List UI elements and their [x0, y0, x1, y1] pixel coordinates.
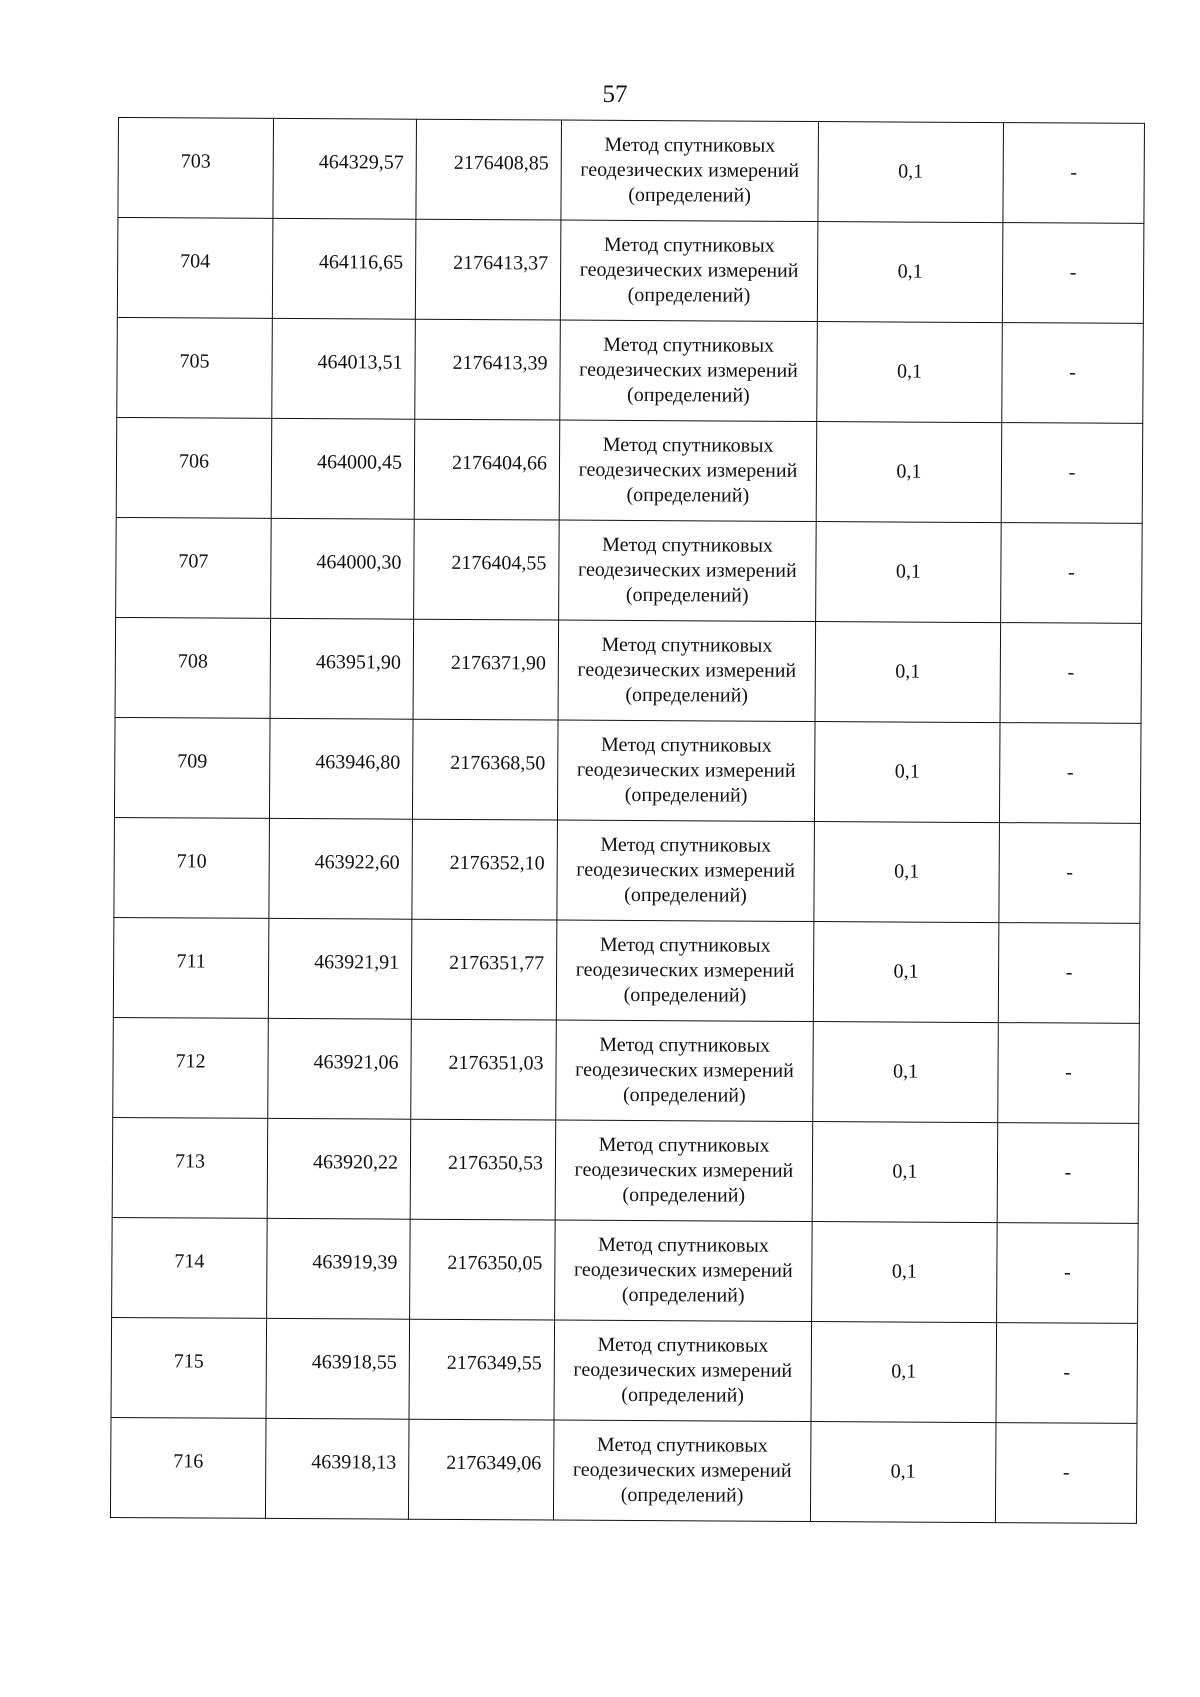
point-number-cell: 712 — [113, 1017, 269, 1118]
point-number-cell: 703 — [118, 118, 274, 219]
x-coordinate-cell: 464116,65 — [272, 218, 416, 319]
table-row — [117, 218, 1144, 324]
y-coordinate-cell: 2176351,03 — [411, 1019, 557, 1120]
table-body — [110, 118, 1144, 1524]
note-cell: - — [996, 1323, 1138, 1424]
coordinates-table — [110, 117, 1145, 1524]
note-cell: - — [1001, 423, 1143, 524]
accuracy-cell: 0,1 — [812, 1122, 998, 1223]
method-cell: Метод спутниковых геодезических измерений (определений) — [557, 720, 815, 821]
accuracy-cell: 0,1 — [816, 522, 1002, 623]
accuracy-cell: 0,1 — [812, 1222, 998, 1323]
page-number: 57 — [602, 81, 628, 108]
point-number-cell: 709 — [114, 717, 270, 818]
point-number-cell: 706 — [116, 417, 272, 518]
point-number-cell: 713 — [112, 1117, 268, 1218]
accuracy-cell: 0,1 — [811, 1322, 997, 1423]
y-coordinate-cell: 2176371,90 — [413, 619, 559, 720]
x-coordinate-cell: 463919,39 — [267, 1218, 411, 1319]
table-row — [110, 1417, 1137, 1523]
y-coordinate-cell: 2176368,50 — [412, 719, 558, 820]
note-cell: - — [1003, 123, 1145, 224]
table-row — [113, 917, 1140, 1023]
method-cell: Метод спутниковых геодезических измерений (определений) — [553, 1420, 811, 1521]
table-row — [111, 1317, 1138, 1423]
method-cell: Метод спутниковых геодезических измерений (определений) — [560, 320, 818, 421]
x-coordinate-cell: 464000,45 — [271, 418, 415, 519]
y-coordinate-cell: 2176350,53 — [410, 1119, 556, 1220]
point-number-cell: 707 — [116, 517, 272, 618]
y-coordinate-cell: 2176351,77 — [411, 919, 557, 1020]
accuracy-cell: 0,1 — [818, 122, 1004, 223]
method-cell: Метод спутниковых геодезических измерений (определений) — [561, 120, 819, 221]
x-coordinate-cell: 463918,13 — [265, 1418, 409, 1519]
method-cell: Метод спутниковых геодезических измерений (определений) — [555, 1220, 813, 1321]
x-coordinate-cell: 463918,55 — [266, 1318, 410, 1419]
method-cell: Метод спутниковых геодезических измерений (определений) — [557, 820, 815, 921]
point-number-cell: 704 — [117, 218, 273, 319]
table-row — [117, 317, 1144, 423]
x-coordinate-cell: 463951,90 — [270, 618, 414, 719]
accuracy-cell: 0,1 — [814, 822, 1000, 923]
x-coordinate-cell: 463922,60 — [269, 818, 413, 919]
method-cell: Метод спутниковых геодезических измерений (определений) — [559, 420, 817, 521]
note-cell: - — [1001, 523, 1143, 624]
note-cell: - — [997, 1223, 1139, 1324]
note-cell: - — [999, 723, 1141, 824]
accuracy-cell: 0,1 — [810, 1422, 996, 1523]
y-coordinate-cell: 2176413,37 — [415, 219, 561, 320]
x-coordinate-cell: 464329,57 — [273, 118, 417, 219]
table-row — [114, 817, 1141, 923]
method-cell: Метод спутниковых геодезических измерений (определений) — [556, 1020, 814, 1121]
table-row — [114, 717, 1141, 823]
point-number-cell: 716 — [110, 1417, 266, 1518]
method-cell: Метод спутниковых геодезических измерений (определений) — [560, 220, 818, 321]
method-cell: Метод спутниковых геодезических измерений (определений) — [556, 920, 814, 1021]
accuracy-cell: 0,1 — [817, 222, 1003, 323]
accuracy-cell: 0,1 — [815, 622, 1001, 723]
method-cell: Метод спутниковых геодезических измерений (определений) — [554, 1320, 812, 1421]
x-coordinate-cell: 463920,22 — [267, 1118, 411, 1219]
table-row — [115, 617, 1142, 723]
note-cell: - — [1002, 323, 1144, 424]
y-coordinate-cell: 2176404,55 — [414, 519, 560, 620]
x-coordinate-cell: 463921,91 — [268, 918, 412, 1019]
point-number-cell: 710 — [114, 817, 270, 918]
accuracy-cell: 0,1 — [814, 722, 1000, 823]
y-coordinate-cell: 2176349,06 — [408, 1419, 554, 1520]
y-coordinate-cell: 2176352,10 — [412, 819, 558, 920]
point-number-cell: 715 — [111, 1317, 267, 1418]
accuracy-cell: 0,1 — [813, 922, 999, 1023]
y-coordinate-cell: 2176408,85 — [416, 119, 562, 220]
y-coordinate-cell: 2176413,39 — [415, 319, 561, 420]
method-cell: Метод спутниковых геодезических измерений (определений) — [555, 1120, 813, 1221]
accuracy-cell: 0,1 — [813, 1022, 999, 1123]
point-number-cell: 711 — [113, 917, 269, 1018]
table-row — [112, 1217, 1139, 1323]
method-cell: Метод спутниковых геодезических измерений (определений) — [559, 520, 817, 621]
y-coordinate-cell: 2176349,55 — [409, 1319, 555, 1420]
x-coordinate-cell: 463946,80 — [269, 718, 413, 819]
y-coordinate-cell: 2176404,66 — [414, 419, 560, 520]
accuracy-cell: 0,1 — [816, 422, 1002, 523]
note-cell: - — [999, 823, 1141, 924]
point-number-cell: 705 — [117, 317, 273, 418]
note-cell: - — [1000, 623, 1142, 724]
table-row — [118, 118, 1145, 224]
note-cell: - — [995, 1423, 1137, 1524]
note-cell: - — [998, 1023, 1140, 1124]
note-cell: - — [997, 1123, 1139, 1224]
y-coordinate-cell: 2176350,05 — [410, 1219, 556, 1320]
accuracy-cell: 0,1 — [817, 322, 1003, 423]
coordinates-table-wrapper — [110, 117, 1145, 1524]
point-number-cell: 708 — [115, 617, 271, 718]
table-row — [112, 1117, 1139, 1223]
point-number-cell: 714 — [112, 1217, 268, 1318]
x-coordinate-cell: 464000,30 — [271, 518, 415, 619]
x-coordinate-cell: 463921,06 — [268, 1018, 412, 1119]
table-row — [113, 1017, 1140, 1123]
table-row — [116, 517, 1143, 623]
note-cell: - — [998, 923, 1140, 1024]
x-coordinate-cell: 464013,51 — [272, 318, 416, 419]
method-cell: Метод спутниковых геодезических измерений (определений) — [558, 620, 816, 721]
note-cell: - — [1002, 223, 1144, 324]
table-row — [116, 417, 1143, 523]
